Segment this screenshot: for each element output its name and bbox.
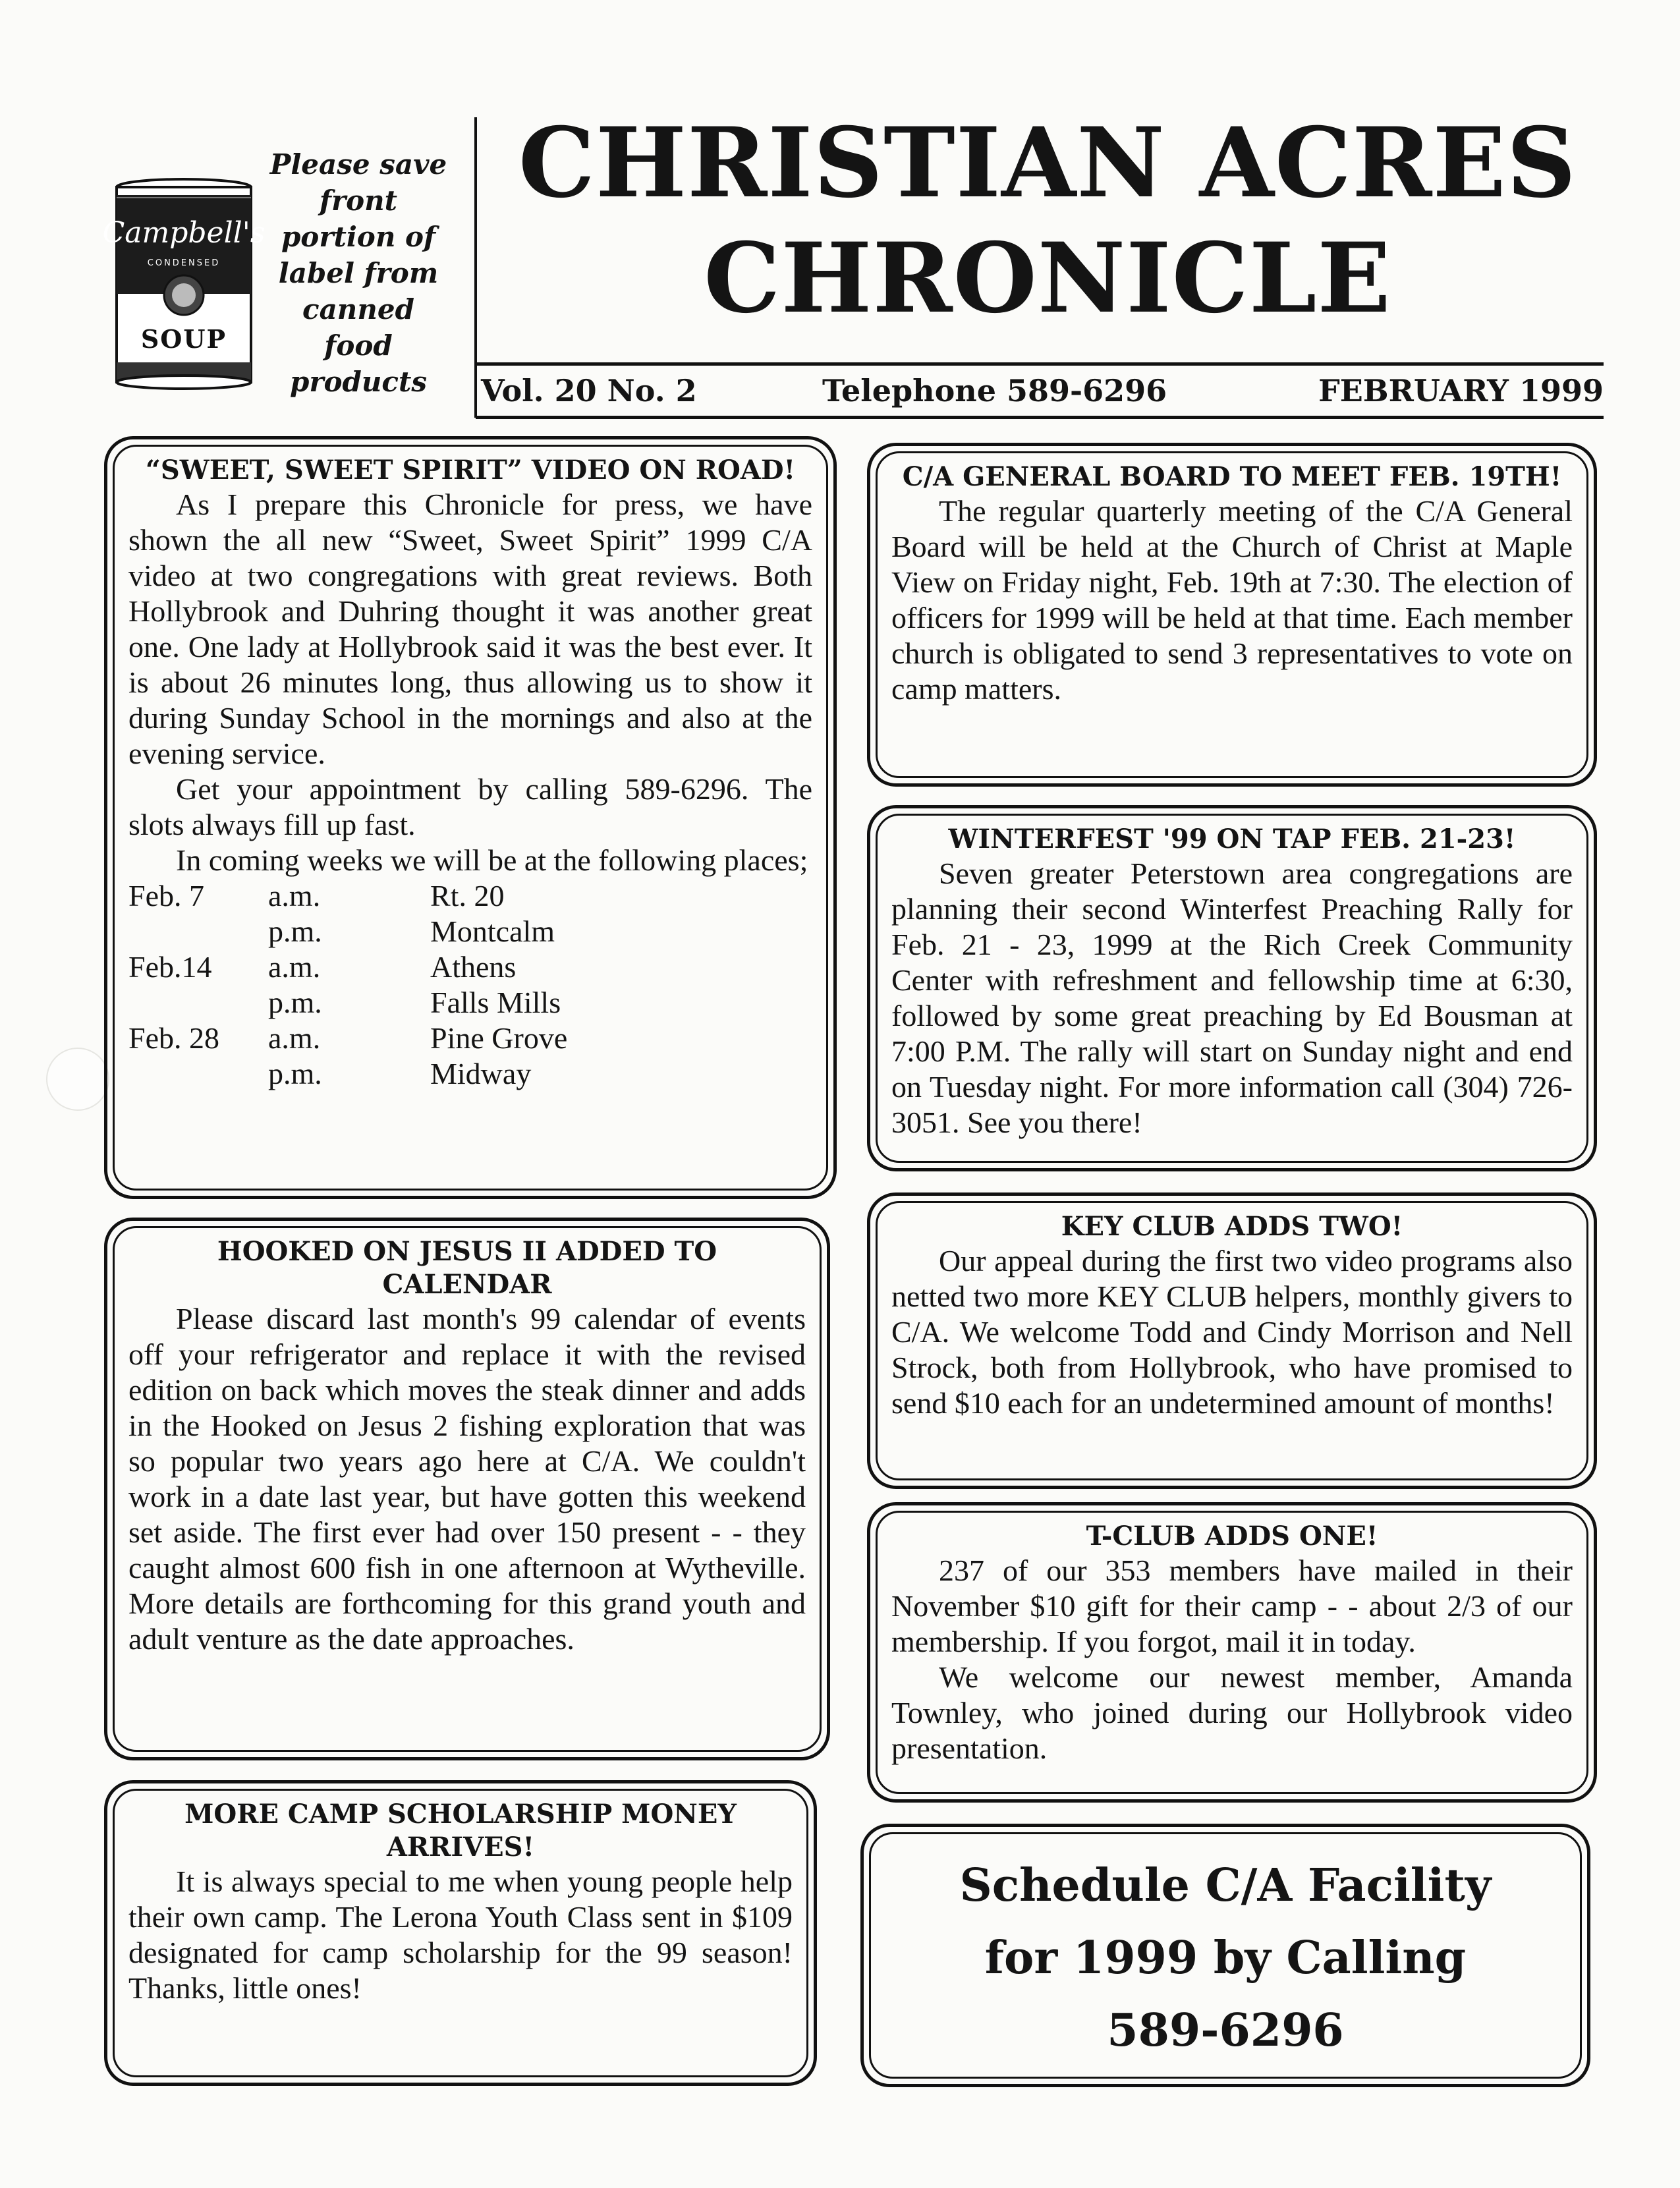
- punch-hole: [46, 1048, 109, 1111]
- save-note-line: Please save: [269, 148, 447, 181]
- save-label-note: [258, 146, 459, 400]
- can-condensed: CONDENSED: [147, 258, 221, 268]
- article-heading: T-CLUB ADDS ONE!: [1086, 1521, 1378, 1552]
- schedule-time: p.m.: [268, 1057, 322, 1090]
- article-heading: “SWEET, SWEET SPIRIT” VIDEO ON ROAD!: [145, 455, 796, 486]
- can-brand: Campbell's: [102, 216, 266, 250]
- newsletter-title: [488, 105, 1608, 336]
- article-paragraph: 237 of our 353 members have mailed in their November $10 gift for their camp - - about 2/3 of our membership. If you forgot, mail it in today.: [891, 1554, 1573, 1658]
- title-rule: [476, 362, 1604, 366]
- save-note-line: front: [319, 184, 398, 217]
- schedule-place: Midway: [430, 1057, 532, 1090]
- table-row: [128, 985, 812, 1021]
- schedule-date: [128, 1056, 268, 1092]
- article-winterfest: [867, 805, 1597, 1171]
- article-paragraph: Our appeal during the first two video programs also netted two more KEY CLUB helpers, monthly givers to C/A. We welcome Todd and Cindy Morrison and Nell Strock, both from Hollybrook, who have promised to send $10 each for an undetermined amount of months!: [891, 1244, 1573, 1420]
- info-rule: [476, 416, 1604, 419]
- article-paragraph: In coming weeks we will be at the following places;: [176, 843, 808, 877]
- ad-line-2: for 1999 by Calling: [984, 1932, 1467, 1984]
- schedule-place: Athens: [430, 950, 517, 984]
- article-heading: HOOKED ON JESUS II ADDED TO CALENDAR: [217, 1236, 717, 1300]
- schedule-place: Pine Grove: [430, 1021, 568, 1055]
- table-row: [128, 1056, 812, 1092]
- table-row: [128, 914, 812, 949]
- masthead-divider: [474, 117, 477, 418]
- schedule-place: Montcalm: [430, 914, 555, 948]
- article-heading: WINTERFEST '99 ON TAP FEB. 21-23!: [948, 824, 1516, 855]
- article-paragraph: As I prepare this Chronicle for press, we have shown the all new “Sweet, Sweet Spirit” 1999 C/A video at two congregations with great reviews. Both Hollybrook and Duhring thought it was another great one. One lady at Hollybrook said it was the best ever. It is about 26 minutes long, thus allowing us to show it during Sunday School in the mornings and also at the evening service.: [128, 488, 812, 770]
- article-paragraph: Please discard last month's 99 calendar of events off your refrigerator and replace it with the revised edition on back which moves the steak dinner and adds in the Hooked on Jesus 2 fishing exploration that was so popular two years ago here at C/A. We couldn't work in a date last year, but have gotten this weekend set aside. The first ever had over 150 present - - they caught almost 600 fish in one afternoon at Wytheville. More details are forthcoming for this grand youth and adult venture as the date approaches.: [128, 1302, 806, 1656]
- article-heading: C/A GENERAL BOARD TO MEET FEB. 19TH!: [902, 461, 1562, 492]
- article-paragraph: Get your appointment by calling 589-6296. The slots always fill up fast.: [128, 772, 812, 841]
- video-schedule-table: [128, 878, 812, 1092]
- table-row: [128, 878, 812, 914]
- schedule-place: Falls Mills: [430, 986, 561, 1019]
- schedule-date: [128, 985, 268, 1021]
- soup-can-icon: [102, 177, 266, 394]
- article-paragraph: It is always special to me when young people help their own camp. The Lerona Youth Class sent in $109 designated for camp scholarship for the 99 season! Thanks, little ones!: [128, 1865, 793, 2005]
- article-general-board: [867, 443, 1597, 787]
- save-note-line: products: [289, 366, 428, 398]
- schedule-time: a.m.: [268, 950, 321, 984]
- article-video: [104, 436, 837, 1199]
- telephone: Telephone 589-6296: [822, 373, 1167, 408]
- table-row: [128, 1021, 812, 1056]
- article-heading: KEY CLUB ADDS TWO!: [1061, 1211, 1403, 1242]
- article-scholarship: [104, 1780, 817, 2086]
- schedule-date: Feb. 7: [128, 879, 204, 912]
- save-note-line: canned: [302, 293, 414, 325]
- schedule-date: [128, 914, 268, 949]
- schedule-place: Rt. 20: [430, 879, 505, 912]
- article-paragraph: The regular quarterly meeting of the C/A General Board will be held at the Church of Christ at Maple View on Friday night, Feb. 19th at 7:30. The election of officers for 1999 will be held at that time. Each member church is obligated to send 3 representatives to vote on camp matters.: [891, 494, 1573, 706]
- article-heading: MORE CAMP SCHOLARSHIP MONEY ARRIVES!: [184, 1799, 737, 1863]
- save-note-line: food: [324, 329, 393, 362]
- article-paragraph: We welcome our newest member, Amanda Townley, who joined during our Hollybrook video presentation.: [891, 1660, 1573, 1765]
- save-note-line: label from: [278, 257, 439, 289]
- schedule-facility-ad: [860, 1824, 1590, 2087]
- can-soup: SOUP: [140, 324, 227, 354]
- issue-date: FEBRUARY 1999: [1318, 373, 1604, 408]
- ad-line-1: Schedule C/A Facility: [959, 1859, 1492, 1912]
- schedule-date: Feb. 28: [128, 1021, 219, 1055]
- issue-info-bar: [481, 371, 1604, 410]
- volume-number: Vol. 20 No. 2: [481, 373, 697, 408]
- schedule-time: p.m.: [268, 914, 322, 948]
- table-row: [128, 949, 812, 985]
- article-hooked-on-jesus: [104, 1218, 830, 1760]
- schedule-time: a.m.: [268, 1021, 321, 1055]
- schedule-time: p.m.: [268, 986, 322, 1019]
- title-line-2: CHRONICLE: [704, 222, 1391, 335]
- article-paragraph: Seven greater Peterstown area congregations are planning their second Winterfest Preaching Rally for Feb. 21 - 23, 1999 at the Rich Creek Community Center with refreshment and fellowship time at 6:30, followed by some great preaching by Ed Bousman at 7:00 P.M. The rally will start on Sunday night and end on Tuesday night. For more information call (304) 726-3051. See you there!: [891, 856, 1573, 1139]
- article-key-club: [867, 1192, 1597, 1489]
- title-line-1: CHRISTIAN ACRES: [518, 107, 1577, 219]
- schedule-date: Feb.14: [128, 950, 212, 984]
- schedule-time: a.m.: [268, 879, 321, 912]
- save-note-line: portion of: [281, 221, 436, 253]
- ad-phone: 589-6296: [1107, 2004, 1344, 2057]
- article-t-club: [867, 1502, 1597, 1803]
